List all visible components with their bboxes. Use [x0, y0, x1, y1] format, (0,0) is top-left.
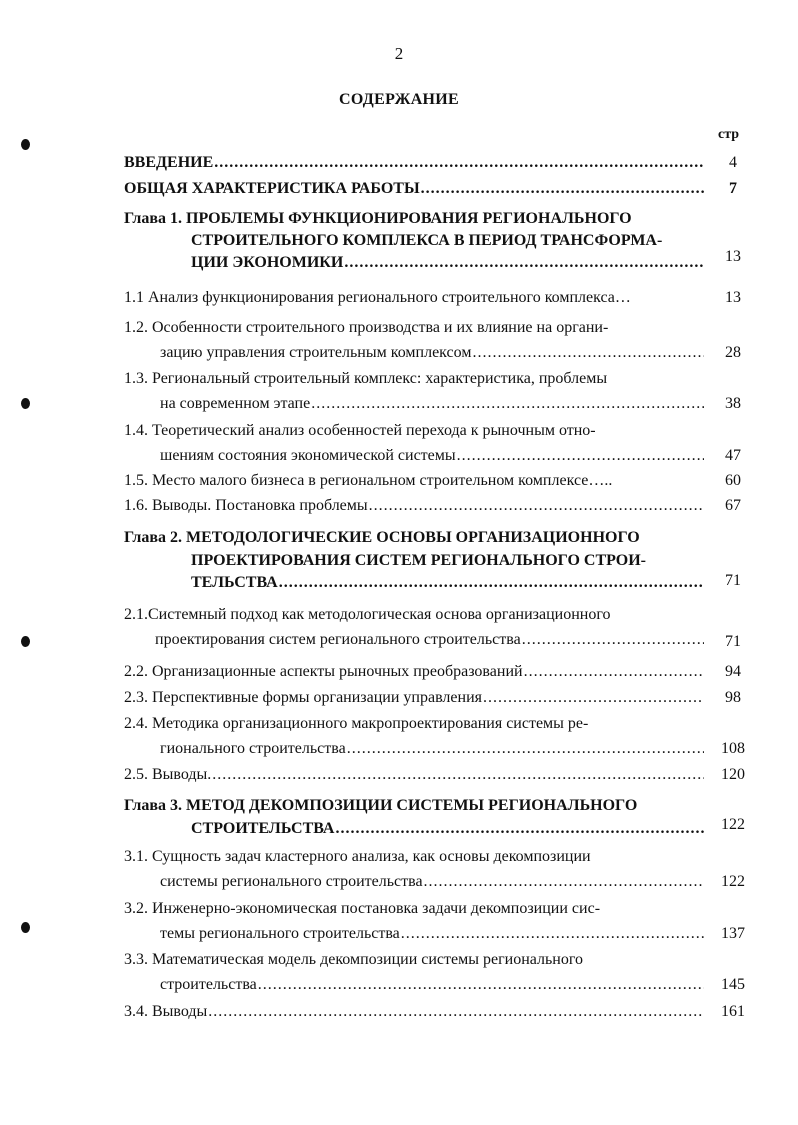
toc-page-number: 67: [725, 497, 741, 514]
binding-hole-mark: [21, 139, 30, 150]
toc-page-number: 4: [729, 154, 737, 171]
toc-section-1-4[interactable]: 1.4. Теоретический анализ особенностей перехода к рыночным отно-: [124, 422, 596, 439]
toc-section-2-4[interactable]: 2.4. Методика организационного макропроектирования системы ре-: [124, 715, 589, 732]
toc-chapter-3-title-cont: СТРОИТЕЛЬСТВА . . .: [191, 818, 704, 840]
toc-page-number: 60: [725, 472, 741, 489]
toc-section-3-3[interactable]: 3.3. Математическая модель декомпозиции системы регионального: [124, 951, 584, 968]
toc-page-number: 71: [725, 633, 741, 650]
toc-chapter-3-title[interactable]: Глава 3. МЕТОД ДЕКОМПОЗИЦИИ СИСТЕМЫ РЕГИОНАЛЬНОГО: [124, 797, 638, 814]
toc-section-2-1-cont: проектирования систем регионального строительства . . .: [155, 629, 704, 651]
toc-entry-intro[interactable]: ВВЕДЕНИЕ . . .: [124, 152, 704, 174]
toc-page-number: 108: [721, 740, 745, 757]
page-number: 2: [394, 44, 404, 63]
toc-section-1-6[interactable]: 1.6. Выводы. Постановка проблемы . . .: [124, 495, 704, 517]
toc-page-number: 120: [721, 766, 745, 783]
toc-page-number: 122: [721, 873, 745, 890]
binding-hole-mark: [21, 636, 30, 647]
toc-page-number: 7: [729, 180, 737, 197]
toc-chapter-2-title-cont: ТЕЛЬСТВА . . .: [191, 572, 704, 594]
toc-page-number: 28: [725, 344, 741, 361]
toc-page-number: 137: [721, 925, 745, 942]
toc-entry-general[interactable]: ОБЩАЯ ХАРАКТЕРИСТИКА РАБОТЫ . . .: [124, 178, 704, 200]
toc-page-number: 94: [725, 663, 741, 680]
binding-hole-mark: [21, 398, 30, 409]
toc-page-number: 122: [721, 816, 745, 833]
toc-section-3-3-cont: строительства . . .: [160, 974, 704, 996]
toc-chapter-1-title[interactable]: Глава 1. ПРОБЛЕМЫ ФУНКЦИОНИРОВАНИЯ РЕГИОНАЛЬНОГО: [124, 210, 632, 227]
toc-section-2-4-cont: гионального строительства . . .: [160, 738, 704, 760]
toc-page-number: 145: [721, 976, 745, 993]
toc-page-number: 13: [725, 289, 741, 306]
toc-section-2-1[interactable]: 2.1.Системный подход как методологическая основа организационного: [124, 606, 611, 623]
toc-section-2-5[interactable]: 2.5. Выводы. . . .: [124, 764, 704, 786]
toc-chapter-1-title-cont: ЦИИ ЭКОНОМИКИ . . .: [191, 252, 704, 274]
toc-page-number: 71: [725, 572, 741, 589]
toc-page-number: 38: [725, 395, 741, 412]
toc-chapter-1-title-cont: СТРОИТЕЛЬНОГО КОМПЛЕКСА В ПЕРИОД ТРАНСФОРМА-: [191, 232, 663, 249]
toc-section-3-2-cont: темы регионального строительства . . .: [160, 923, 704, 945]
toc-section-1-5[interactable]: 1.5. Место малого бизнеса в региональном строительном комплексе…..: [124, 472, 613, 489]
binding-hole-mark: [21, 922, 30, 933]
toc-page-number: 13: [725, 248, 741, 265]
toc-section-1-4-cont: шениям состояния экономической системы . . .: [160, 445, 704, 467]
toc-section-1-3[interactable]: 1.3. Региональный строительный комплекс: характеристика, проблемы: [124, 370, 608, 387]
page-column-header: стр: [718, 127, 740, 142]
toc-section-3-2[interactable]: 3.2. Инженерно-экономическая постановка задачи декомпозиции сис-: [124, 900, 601, 917]
toc-page-number: 161: [721, 1003, 745, 1020]
toc-section-3-1-cont: системы регионального строительства . . .: [160, 871, 704, 893]
toc-page-number: 98: [725, 689, 741, 706]
toc-section-3-1[interactable]: 3.1. Сущность задач кластерного анализа, как основы декомпозиции: [124, 848, 591, 865]
toc-section-1-1[interactable]: 1.1 Анализ функционирования регионального строительного комплекса…: [124, 289, 631, 306]
toc-section-1-3-cont: на современном этапе . . .: [160, 393, 704, 415]
toc-section-1-2-cont: зацию управления строительным комплексом . . .: [160, 342, 704, 364]
toc-section-3-4[interactable]: 3.4. Выводы . . .: [124, 1001, 704, 1023]
toc-chapter-2-title-cont: ПРОЕКТИРОВАНИЯ СИСТЕМ РЕГИОНАЛЬНОГО СТРОИ-: [191, 552, 647, 569]
page-title: СОДЕРЖАНИЕ: [338, 91, 460, 108]
toc-page-number: 47: [725, 447, 741, 464]
toc-section-1-2[interactable]: 1.2. Особенности строительного производства и их влияние на органи-: [124, 319, 609, 336]
toc-chapter-2-title[interactable]: Глава 2. МЕТОДОЛОГИЧЕСКИЕ ОСНОВЫ ОРГАНИЗАЦИОННОГО: [124, 529, 640, 546]
toc-section-2-3[interactable]: 2.3. Перспективные формы организации управления . . .: [124, 687, 704, 709]
toc-section-2-2[interactable]: 2.2. Организационные аспекты рыночных преобразований . . .: [124, 661, 704, 683]
